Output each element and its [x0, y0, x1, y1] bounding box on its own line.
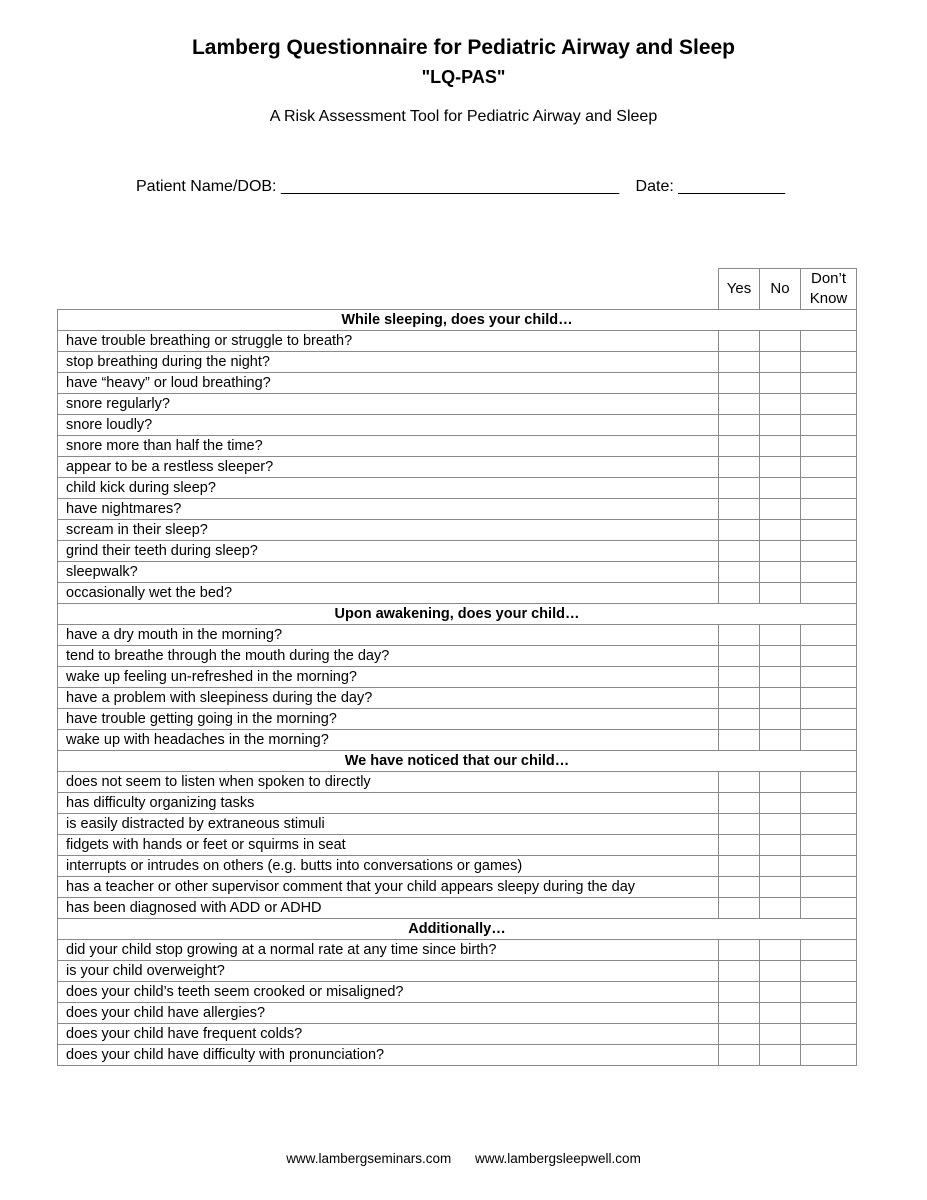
- question-row: [58, 1045, 857, 1066]
- answer-no-box[interactable]: [760, 436, 801, 457]
- answer-no-box[interactable]: [760, 499, 801, 520]
- answer-no-box[interactable]: [760, 898, 801, 919]
- answer-no-box[interactable]: [760, 646, 801, 667]
- question-row: [58, 730, 857, 751]
- answer-dont-know-box[interactable]: [801, 1024, 857, 1045]
- answer-dont-know-box[interactable]: [801, 373, 857, 394]
- answer-dont-know-box[interactable]: [801, 835, 857, 856]
- question-row: [58, 415, 857, 436]
- answer-no-box[interactable]: [760, 394, 801, 415]
- column-dont-know: [801, 269, 857, 310]
- answer-yes-box[interactable]: [719, 478, 760, 499]
- date-field[interactable]: Date: ____________: [635, 178, 786, 195]
- answer-no-box[interactable]: [760, 625, 801, 646]
- question-row: [58, 436, 857, 457]
- question-row: [58, 394, 857, 415]
- question-row: [58, 541, 857, 562]
- answer-dont-know-box[interactable]: [801, 940, 857, 961]
- answer-yes-box[interactable]: [719, 1045, 760, 1066]
- footer: [0, 1151, 927, 1166]
- answer-dont-know-box[interactable]: [801, 877, 857, 898]
- answer-no-box[interactable]: [760, 541, 801, 562]
- answer-yes-box[interactable]: [719, 646, 760, 667]
- question-text: have a dry mouth in the morning?: [58, 625, 719, 646]
- question-text: child kick during sleep?: [58, 478, 719, 499]
- answer-dont-know-box[interactable]: [801, 709, 857, 730]
- column-dont-know-line2: Know: [809, 290, 848, 307]
- answer-dont-know-box[interactable]: [801, 982, 857, 1003]
- question-row: [58, 352, 857, 373]
- answer-no-box[interactable]: [760, 961, 801, 982]
- answer-no-box[interactable]: [760, 877, 801, 898]
- answer-no-box[interactable]: [760, 1003, 801, 1024]
- answer-yes-box[interactable]: [719, 1024, 760, 1045]
- question-text: occasionally wet the bed?: [58, 583, 719, 604]
- answer-no-box[interactable]: [760, 730, 801, 751]
- question-row: [58, 478, 857, 499]
- question-text: grind their teeth during sleep?: [58, 541, 719, 562]
- section-heading: Upon awakening, does your child…: [58, 604, 857, 625]
- answer-dont-know-box[interactable]: [801, 856, 857, 877]
- answer-no-box[interactable]: [760, 814, 801, 835]
- question-row: [58, 709, 857, 730]
- answer-yes-box[interactable]: [719, 667, 760, 688]
- answer-yes-box[interactable]: [719, 331, 760, 352]
- question-row: [58, 856, 857, 877]
- question-text: wake up with headaches in the morning?: [58, 730, 719, 751]
- answer-yes-box[interactable]: [719, 730, 760, 751]
- answer-no-box[interactable]: [760, 583, 801, 604]
- question-row: [58, 667, 857, 688]
- question-row: [58, 898, 857, 919]
- answer-no-box[interactable]: [760, 1024, 801, 1045]
- question-row: [58, 625, 857, 646]
- question-text: does your child have difficulty with pronunciation?: [58, 1045, 719, 1066]
- answer-yes-box[interactable]: [719, 583, 760, 604]
- question-row: [58, 646, 857, 667]
- answer-yes-box[interactable]: [719, 625, 760, 646]
- answer-no-box[interactable]: [760, 982, 801, 1003]
- answer-yes-box[interactable]: [719, 814, 760, 835]
- answer-no-box[interactable]: [760, 1045, 801, 1066]
- question-row: [58, 814, 857, 835]
- answer-yes-box[interactable]: [719, 1003, 760, 1024]
- question-text: did your child stop growing at a normal rate at any time since birth?: [58, 940, 719, 961]
- question-row: [58, 331, 857, 352]
- answer-dont-know-box[interactable]: [801, 730, 857, 751]
- page-subtitle: "LQ-PAS": [421, 67, 506, 87]
- column-dont-know-line1: Don’t: [810, 270, 847, 287]
- answer-dont-know-box[interactable]: [801, 457, 857, 478]
- section-header-row: [58, 751, 857, 772]
- answer-yes-box[interactable]: [719, 373, 760, 394]
- question-row: [58, 457, 857, 478]
- question-text: does not seem to listen when spoken to directly: [58, 772, 719, 793]
- section-heading: We have noticed that our child…: [58, 751, 857, 772]
- question-text: is easily distracted by extraneous stimuli: [58, 814, 719, 835]
- answer-dont-know-box[interactable]: [801, 646, 857, 667]
- answer-dont-know-box[interactable]: [801, 415, 857, 436]
- section-header-row: [58, 604, 857, 625]
- section-header-row: [58, 310, 857, 331]
- answer-dont-know-box[interactable]: [801, 1003, 857, 1024]
- patient-info-line: [136, 178, 785, 196]
- question-text: is your child overweight?: [58, 961, 719, 982]
- answer-dont-know-box[interactable]: [801, 1045, 857, 1066]
- answer-no-box[interactable]: [760, 772, 801, 793]
- answer-no-box[interactable]: [760, 478, 801, 499]
- question-row: [58, 793, 857, 814]
- answer-dont-know-box[interactable]: [801, 352, 857, 373]
- answer-dont-know-box[interactable]: [801, 394, 857, 415]
- answer-yes-box[interactable]: [719, 394, 760, 415]
- question-text: has a teacher or other supervisor comment that your child appears sleepy during the day: [58, 877, 719, 898]
- answer-yes-box[interactable]: [719, 793, 760, 814]
- question-row: [58, 772, 857, 793]
- question-row: [58, 940, 857, 961]
- question-row: [58, 562, 857, 583]
- answer-no-box[interactable]: [760, 688, 801, 709]
- question-text: sleepwalk?: [58, 562, 719, 583]
- answer-yes-box[interactable]: [719, 562, 760, 583]
- patient-name-dob-field[interactable]: Patient Name/DOB: ______________________________________: [136, 178, 620, 195]
- question-row: [58, 835, 857, 856]
- answer-yes-box[interactable]: [719, 415, 760, 436]
- answer-no-box[interactable]: [760, 457, 801, 478]
- questionnaire-body: [58, 310, 857, 1066]
- answer-dont-know-box[interactable]: [801, 583, 857, 604]
- answer-dont-know-box[interactable]: [801, 688, 857, 709]
- answer-yes-box[interactable]: [719, 856, 760, 877]
- question-row: [58, 961, 857, 982]
- answer-dont-know-box[interactable]: [801, 541, 857, 562]
- question-text: have nightmares?: [58, 499, 719, 520]
- answer-yes-box[interactable]: [719, 499, 760, 520]
- section-heading: While sleeping, does your child…: [58, 310, 857, 331]
- answer-dont-know-box[interactable]: [801, 814, 857, 835]
- answer-dont-know-box[interactable]: [801, 562, 857, 583]
- question-text: has been diagnosed with ADD or ADHD: [58, 898, 719, 919]
- question-row: [58, 499, 857, 520]
- question-text: snore more than half the time?: [58, 436, 719, 457]
- answer-yes-box[interactable]: [719, 457, 760, 478]
- question-text: interrupts or intrudes on others (e.g. butts into conversations or games): [58, 856, 719, 877]
- column-header-row: [58, 269, 857, 310]
- answer-dont-know-box[interactable]: [801, 436, 857, 457]
- question-text: stop breathing during the night?: [58, 352, 719, 373]
- questionnaire-table: [57, 268, 857, 1066]
- answer-dont-know-box[interactable]: [801, 772, 857, 793]
- answer-yes-box[interactable]: [719, 877, 760, 898]
- question-text: tend to breathe through the mouth during the day?: [58, 646, 719, 667]
- question-row: [58, 583, 857, 604]
- page-tagline: A Risk Assessment Tool for Pediatric Airway and Sleep: [269, 108, 658, 125]
- answer-dont-know-box[interactable]: [801, 667, 857, 688]
- answer-dont-know-box[interactable]: [801, 625, 857, 646]
- answer-no-box[interactable]: [760, 352, 801, 373]
- question-text: fidgets with hands or feet or squirms in seat: [58, 835, 719, 856]
- column-no: No: [760, 269, 801, 310]
- answer-no-box[interactable]: [760, 835, 801, 856]
- answer-no-box[interactable]: [760, 856, 801, 877]
- question-text: has difficulty organizing tasks: [58, 793, 719, 814]
- header-spacer: [58, 269, 719, 310]
- answer-no-box[interactable]: [760, 709, 801, 730]
- question-text: snore loudly?: [58, 415, 719, 436]
- answer-yes-box[interactable]: [719, 898, 760, 919]
- answer-yes-box[interactable]: [719, 436, 760, 457]
- answer-no-box[interactable]: [760, 373, 801, 394]
- footer-link-seminars[interactable]: www.lambergseminars.com: [286, 1151, 452, 1166]
- question-text: have a problem with sleepiness during the day?: [58, 688, 719, 709]
- question-text: does your child have allergies?: [58, 1003, 719, 1024]
- answer-dont-know-box[interactable]: [801, 478, 857, 499]
- question-row: [58, 1024, 857, 1045]
- answer-yes-box[interactable]: [719, 541, 760, 562]
- answer-no-box[interactable]: [760, 331, 801, 352]
- question-row: [58, 688, 857, 709]
- question-text: have “heavy” or loud breathing?: [58, 373, 719, 394]
- answer-no-box[interactable]: [760, 415, 801, 436]
- answer-yes-box[interactable]: [719, 352, 760, 373]
- answer-dont-know-box[interactable]: [801, 520, 857, 541]
- question-text: scream in their sleep?: [58, 520, 719, 541]
- answer-yes-box[interactable]: [719, 772, 760, 793]
- answer-dont-know-box[interactable]: [801, 499, 857, 520]
- answer-yes-box[interactable]: [719, 835, 760, 856]
- question-text: snore regularly?: [58, 394, 719, 415]
- question-row: [58, 877, 857, 898]
- question-row: [58, 1003, 857, 1024]
- column-yes: Yes: [719, 269, 760, 310]
- question-text: does your child’s teeth seem crooked or misaligned?: [58, 982, 719, 1003]
- page-title: Lamberg Questionnaire for Pediatric Airway and Sleep: [191, 36, 736, 59]
- answer-dont-know-box[interactable]: [801, 331, 857, 352]
- question-text: does your child have frequent colds?: [58, 1024, 719, 1045]
- question-row: [58, 373, 857, 394]
- answer-no-box[interactable]: [760, 940, 801, 961]
- answer-dont-know-box[interactable]: [801, 898, 857, 919]
- answer-yes-box[interactable]: [719, 709, 760, 730]
- question-row: [58, 520, 857, 541]
- question-text: have trouble breathing or struggle to breath?: [58, 331, 719, 352]
- answer-no-box[interactable]: [760, 520, 801, 541]
- question-row: [58, 982, 857, 1003]
- section-header-row: [58, 919, 857, 940]
- answer-yes-box[interactable]: [719, 940, 760, 961]
- answer-no-box[interactable]: [760, 667, 801, 688]
- answer-dont-know-box[interactable]: [801, 961, 857, 982]
- answer-no-box[interactable]: [760, 562, 801, 583]
- answer-yes-box[interactable]: [719, 520, 760, 541]
- answer-yes-box[interactable]: [719, 961, 760, 982]
- section-heading: Additionally…: [58, 919, 857, 940]
- answer-dont-know-box[interactable]: [801, 793, 857, 814]
- answer-yes-box[interactable]: [719, 982, 760, 1003]
- answer-no-box[interactable]: [760, 793, 801, 814]
- question-text: wake up feeling un-refreshed in the morning?: [58, 667, 719, 688]
- answer-yes-box[interactable]: [719, 688, 760, 709]
- question-text: have trouble getting going in the morning?: [58, 709, 719, 730]
- question-text: appear to be a restless sleeper?: [58, 457, 719, 478]
- footer-link-sleepwell[interactable]: www.lambergsleepwell.com: [475, 1151, 641, 1166]
